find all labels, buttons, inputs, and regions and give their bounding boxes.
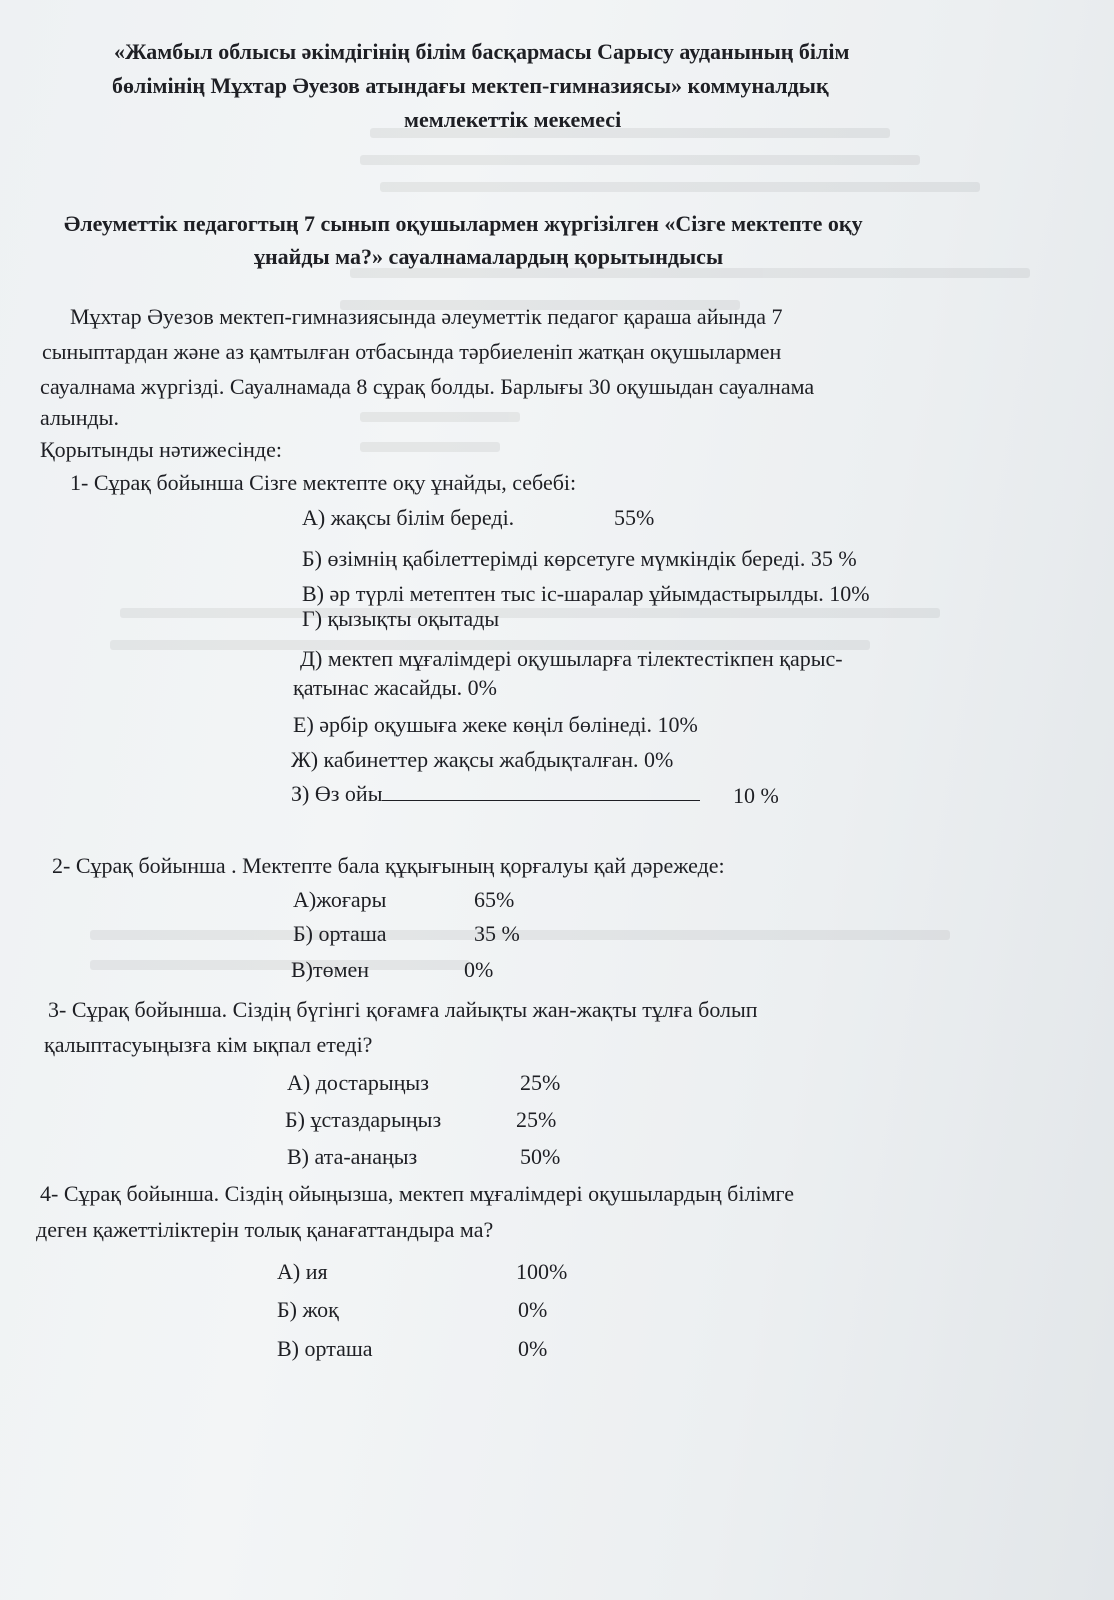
intro-line-2: сыныптардан және аз қамтылған отбасында тәрбиеленіп жатқан оқушылармен xyxy=(42,339,782,364)
q3-option-b-pct: 25% xyxy=(516,1107,557,1132)
header-line-1: «Жамбыл облысы әкімдігінің білім басқармасы Сарысу ауданының білім xyxy=(114,39,850,64)
q1-option-e-line2: қатынас жасайды. 0% xyxy=(293,675,497,700)
q2-option-a: А)жоғары xyxy=(293,887,387,912)
q1-question: 1- Сұрақ бойынша Сізге мектепте оқу ұнайды, себебі: xyxy=(70,470,577,495)
q4-question-line-1: 4- Сұрақ бойынша. Сіздің ойыңызша, мектеп мұғалімдері оқушылардың білімге xyxy=(40,1181,794,1206)
q1-option-h xyxy=(291,780,700,808)
q1-option-f: Е) әрбір оқушыға жеке көңіл бөлінеді. 10% xyxy=(293,712,698,737)
q4-option-b: Б) жоқ xyxy=(277,1297,339,1322)
intro-line-1: Мұхтар Әуезов мектеп-гимназиясында әлеуметтік педагог қараша айында 7 xyxy=(70,304,783,329)
q2-option-b: Б) орташа xyxy=(293,921,387,946)
q1-option-b: Б) өзімнің қабілеттерімді көрсетуге мүмкіндік береді. 35 % xyxy=(302,546,857,571)
q2-question: 2- Сұрақ бойынша . Мектепте бала құқығының қорғалуы қай дәрежеде: xyxy=(52,853,725,878)
q4-option-b-pct: 0% xyxy=(518,1297,548,1322)
q2-option-c: В)төмен xyxy=(291,957,370,982)
q3-option-a-pct: 25% xyxy=(520,1070,561,1095)
q2-option-c-pct: 0% xyxy=(464,957,494,982)
title-line-1: Әлеуметтік педагогтың 7 сынып оқушылармен жүргізілген «Сізге мектепте оқу xyxy=(64,211,863,236)
q1-option-e-line1: Д) мектеп мұғалімдері оқушыларға тілектестікпен қарыс- xyxy=(300,646,843,671)
q1-option-d: Г) қызықты оқытады xyxy=(302,606,500,631)
result-label: Қорытынды нәтижесінде: xyxy=(40,437,282,462)
q4-option-a: А) ия xyxy=(277,1259,328,1284)
header-line-2: бөлімінің Мұхтар Әуезов атындағы мектеп-гимназиясы» коммуналдық xyxy=(112,73,829,98)
header-line-3: мемлекеттік мекемесі xyxy=(404,107,622,132)
title-line-2: ұнайды ма?» сауалнамалардың қорытындысы xyxy=(254,244,724,269)
q1-option-h-blank-line xyxy=(382,782,700,801)
q3-option-a: А) достарыңыз xyxy=(287,1070,429,1095)
q1-option-h-label: З) Өз ойы xyxy=(291,781,383,806)
q1-option-a: А) жақсы білім береді. xyxy=(302,505,515,530)
q2-option-b-pct: 35 % xyxy=(474,921,520,946)
q4-option-c: В) орташа xyxy=(277,1336,373,1361)
q3-option-c: В) ата-анаңыз xyxy=(287,1144,418,1169)
q1-option-c: В) әр түрлі метептен тыс іс-шаралар ұйымдастырылды. 10% xyxy=(302,581,870,606)
q3-question-line-1: 3- Сұрақ бойынша. Сіздің бүгінгі қоғамға лайықты жан-жақты тұлға болып xyxy=(48,997,758,1022)
q3-option-c-pct: 50% xyxy=(520,1144,561,1169)
q4-question-line-2: деген қажеттіліктерін толық қанағаттандыра ма? xyxy=(36,1217,494,1242)
q3-question-line-2: қалыптасуыңызға кім ықпал етеді? xyxy=(44,1032,373,1057)
q4-option-c-pct: 0% xyxy=(518,1336,548,1361)
q1-option-a-pct: 55% xyxy=(614,505,655,530)
q1-option-h-pct: 10 % xyxy=(733,783,779,808)
intro-line-3: сауалнама жүргізді. Сауалнамада 8 сұрақ болды. Барлығы 30 оқушыдан сауалнама xyxy=(40,374,815,399)
q2-option-a-pct: 65% xyxy=(474,887,515,912)
q4-option-a-pct: 100% xyxy=(516,1259,568,1284)
q3-option-b: Б) ұстаздарыңыз xyxy=(285,1107,442,1132)
q1-option-g: Ж) кабинеттер жақсы жабдықталған. 0% xyxy=(291,747,674,772)
intro-line-4: алынды. xyxy=(40,405,119,430)
